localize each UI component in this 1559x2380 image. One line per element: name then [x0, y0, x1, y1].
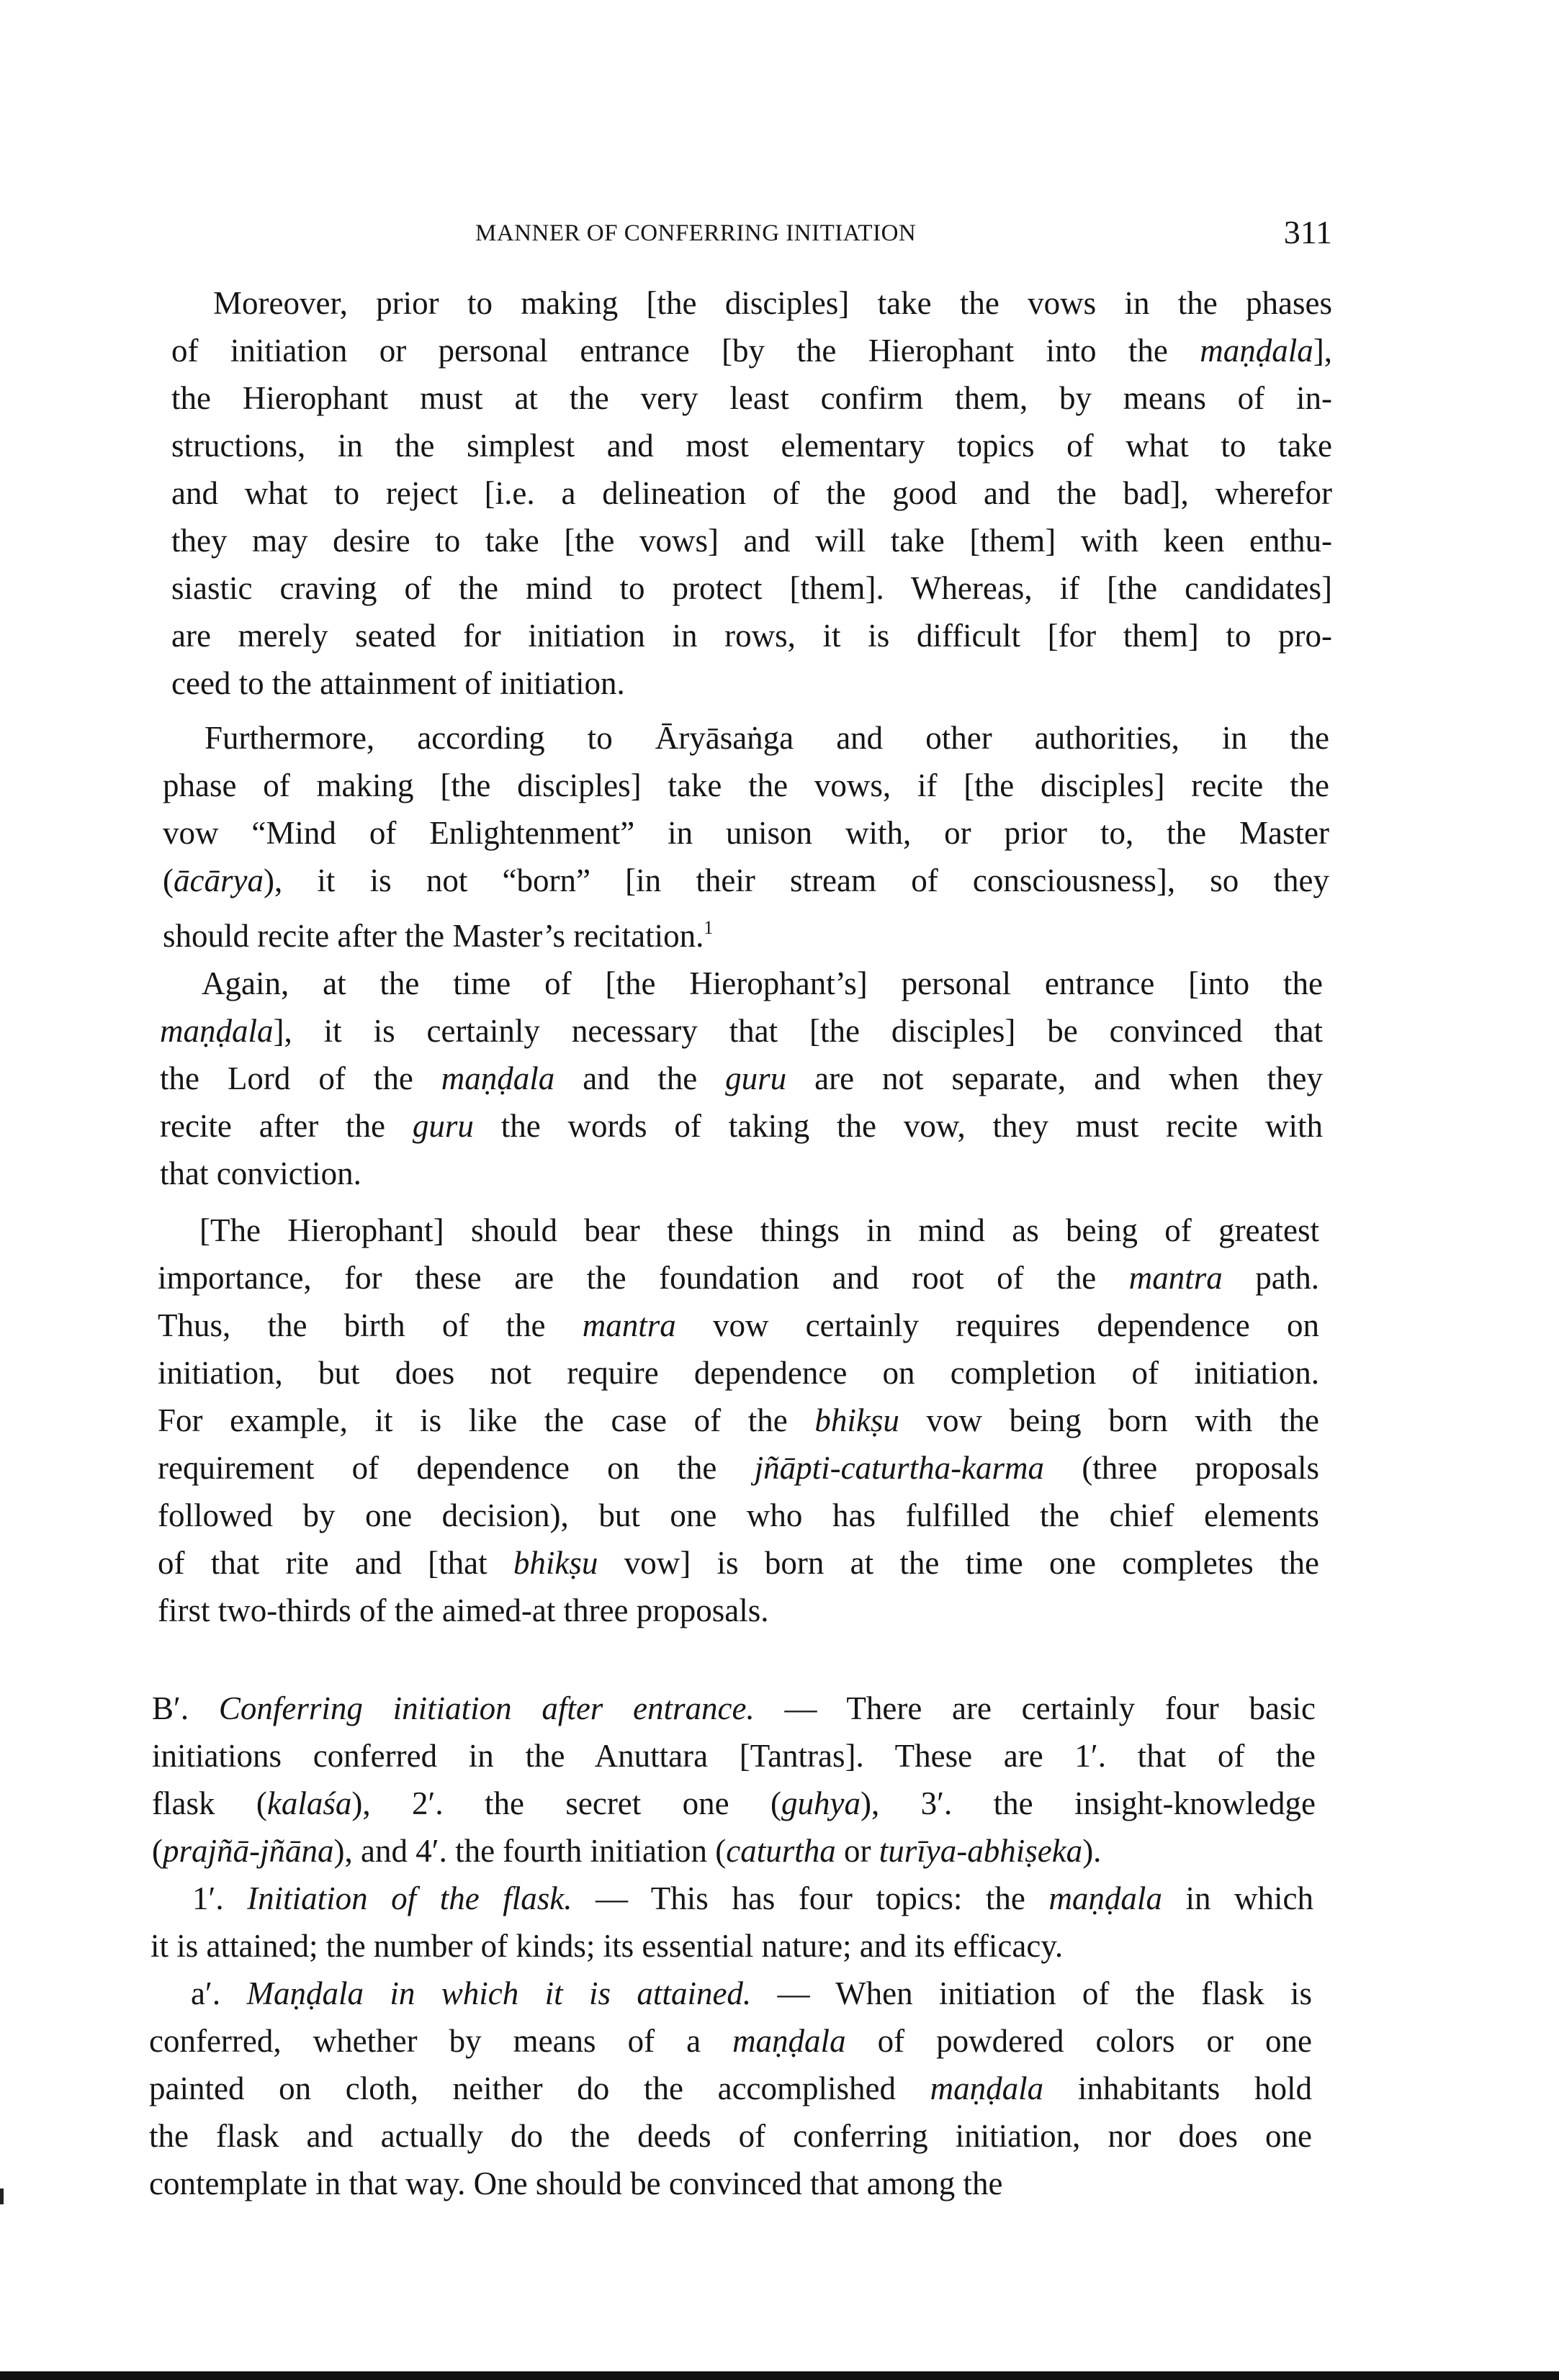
text-run: Again, at the time of [the Hierophant’s] personal entrance [into the: [202, 965, 1323, 1001]
text-run: path.: [1222, 1260, 1319, 1296]
text-run: first two-thirds of the aimed-at three proposals.: [158, 1592, 769, 1628]
italic-term: prajñā-jñāna: [163, 1833, 334, 1869]
text-line: [160, 1055, 1323, 1102]
text-run: — When initiation of the flask is: [751, 1975, 1312, 2011]
text-run: For example, it is like the case of the: [158, 1402, 815, 1438]
italic-term: ācārya: [174, 862, 264, 898]
text-line: [152, 1685, 1316, 1732]
italic-term: Maṇḍala in which it is attained.: [246, 1975, 752, 2011]
text-run: structions, in the simplest and most elementary topics of what to take: [171, 428, 1332, 464]
italic-term: bhikṣu: [513, 1545, 598, 1581]
text-line: [149, 2112, 1312, 2160]
text-run: the Hierophant must at the very least confirm them, by means of in-: [171, 380, 1332, 416]
text-run: ],: [1313, 333, 1332, 369]
paragraph: [160, 960, 1323, 1197]
page-number: 311: [1283, 214, 1332, 251]
text-line: [149, 2065, 1312, 2112]
text-line: [171, 279, 1332, 327]
scan-artifact: [0, 2189, 4, 2204]
text-run: in which: [1162, 1880, 1314, 1916]
text-run: requirement of dependence on the: [158, 1450, 755, 1486]
italic-term: mantra: [1128, 1260, 1223, 1296]
italic-term: kalaśa: [266, 1785, 352, 1821]
running-title: MANNER OF CONFERRING INITIATION: [475, 220, 917, 246]
text-line: [163, 857, 1329, 904]
text-run: 1′.: [192, 1880, 248, 1916]
text-line: [152, 1827, 1316, 1875]
text-run: the words of taking the vow, they must recite with: [473, 1108, 1324, 1144]
text-run: [The Hierophant] should bear these things in mind as being of greatest: [199, 1212, 1319, 1248]
text-line: [158, 1587, 1319, 1634]
italic-term: Conferring initiation after entrance.: [218, 1690, 755, 1726]
text-run: (: [163, 862, 174, 898]
text-run: vow] is born at the time one completes the: [598, 1545, 1319, 1581]
text-line: [150, 1875, 1313, 1922]
text-line: [158, 1444, 1319, 1492]
footnote-marker: 1: [704, 917, 714, 938]
italic-term: guru: [725, 1060, 787, 1096]
italic-term: guhya: [781, 1785, 861, 1821]
text-run: vow certainly requires dependence on: [675, 1307, 1319, 1343]
text-line: [149, 2017, 1312, 2065]
page-body: [0, 279, 1559, 2207]
text-line: [158, 1302, 1319, 1349]
text-run: — This has four topics: the: [572, 1880, 1049, 1916]
text-run: initiations conferred in the Anuttara [Tantras]. These are 1′. that of the: [152, 1738, 1316, 1774]
text-line: [160, 960, 1323, 1007]
scan-bottom-edge: [0, 2371, 1559, 2380]
italic-term: maṇḍala: [1048, 1880, 1162, 1916]
text-run: followed by one decision), but one who has fulfilled the chief elements: [158, 1497, 1319, 1533]
text-line: [171, 517, 1332, 564]
text-run: and the: [554, 1060, 726, 1096]
text-line: [158, 1254, 1319, 1302]
text-run: ], it is certainly necessary that [the disciples] be convinced that: [273, 1013, 1323, 1049]
text-run: a′.: [191, 1975, 247, 2011]
italic-term: maṇḍala: [441, 1060, 555, 1096]
paragraph: [152, 1685, 1316, 1875]
text-line: [150, 1922, 1313, 1970]
text-run: B′.: [152, 1690, 219, 1726]
italic-term: maṇḍala: [160, 1013, 274, 1049]
italic-term: maṇḍala: [732, 2023, 846, 2059]
text-line: [171, 469, 1332, 517]
paragraph: [163, 714, 1329, 952]
text-run: ), 2′. the secret one (: [351, 1785, 782, 1821]
text-run: of initiation or personal entrance [by the Hierophant into the: [171, 333, 1200, 369]
text-run: inhabitants hold: [1043, 2070, 1312, 2106]
text-run: ), it is not “born” [in their stream of consciousness], so they: [263, 862, 1329, 898]
text-line: [158, 1539, 1319, 1587]
italic-term: turīya-abhiṣeka: [879, 1833, 1083, 1869]
paragraph: [149, 1970, 1312, 2207]
text-line: [163, 762, 1329, 809]
text-run: ), 3′. the insight-knowledge: [861, 1785, 1316, 1821]
text-run: ), and 4′. the fourth initiation (: [333, 1833, 727, 1869]
text-run: phase of making [the disciples] take the vows, if [the disciples] recite the: [163, 767, 1329, 803]
text-line: [160, 1007, 1323, 1055]
italic-term: guru: [412, 1108, 474, 1144]
text-line: [171, 612, 1332, 659]
text-run: they may desire to take [the vows] and will take [them] with keen enthu-: [171, 523, 1332, 559]
text-run: recite after the: [160, 1108, 413, 1144]
text-run: of powdered colors or one: [845, 2023, 1312, 2059]
text-line: [160, 1150, 1323, 1197]
text-run: or: [835, 1833, 879, 1869]
text-line: [171, 374, 1332, 422]
text-run: should recite after the Master’s recitation.: [163, 918, 704, 954]
text-run: importance, for these are the foundation and root of the: [158, 1260, 1129, 1296]
text-run: siastic craving of the mind to protect [them]. Whereas, if [the candidates]: [171, 570, 1332, 606]
italic-term: caturtha: [726, 1833, 836, 1869]
text-run: contemplate in that way. One should be convinced that among the: [149, 2165, 1003, 2201]
running-header: [461, 213, 1332, 256]
italic-term: Initiation of the flask.: [247, 1880, 572, 1916]
text-line: [163, 714, 1329, 762]
text-run: Moreover, prior to making [the disciples] take the vows in the phases: [213, 285, 1332, 321]
text-run: vow being born with the: [899, 1402, 1319, 1438]
text-run: of that rite and [that: [158, 1545, 513, 1581]
text-run: — There are certainly four basic: [754, 1690, 1316, 1726]
text-line: [158, 1207, 1319, 1254]
text-run: (: [152, 1833, 163, 1869]
text-line: [171, 422, 1332, 469]
text-run: flask (: [152, 1785, 267, 1821]
text-line: [163, 904, 1329, 952]
italic-term: jñāpti-caturtha-karma: [754, 1450, 1045, 1486]
text-line: [152, 1732, 1316, 1780]
text-run: it is attained; the number of kinds; its essential nature; and its efficacy.: [150, 1928, 1064, 1964]
text-line: [149, 2160, 1312, 2207]
text-run: that conviction.: [160, 1155, 361, 1191]
text-line: [158, 1349, 1319, 1397]
text-line: [160, 1102, 1323, 1150]
text-run: are not separate, and when they: [786, 1060, 1323, 1096]
italic-term: maṇḍala: [930, 2070, 1044, 2106]
text-line: [149, 1970, 1312, 2017]
text-line: [152, 1780, 1316, 1827]
text-run: and what to reject [i.e. a delineation of the good and the bad], wherefor: [171, 475, 1332, 511]
text-line: [158, 1492, 1319, 1539]
text-run: Furthermore, according to Āryāsaṅga and other authorities, in the: [205, 720, 1329, 756]
text-run: conferred, whether by means of a: [149, 2023, 733, 2059]
paragraph: [158, 1207, 1319, 1634]
text-run: initiation, but does not require dependence on completion of initiation.: [158, 1355, 1319, 1391]
italic-term: bhikṣu: [814, 1402, 899, 1438]
text-run: ).: [1082, 1833, 1102, 1869]
text-line: [158, 1397, 1319, 1444]
text-run: Thus, the birth of the: [158, 1307, 583, 1343]
text-run: are merely seated for initiation in rows, it is difficult [for them] to pro-: [171, 618, 1332, 654]
text-line: [171, 564, 1332, 612]
italic-term: mantra: [582, 1307, 676, 1343]
text-line: [163, 809, 1329, 857]
text-run: ceed to the attainment of initiation.: [171, 665, 625, 701]
text-line: [171, 327, 1332, 374]
text-line: [171, 659, 1332, 707]
text-run: vow “Mind of Enlightenment” in unison with, or prior to, the Master: [163, 815, 1329, 851]
text-run: painted on cloth, neither do the accomplished: [149, 2070, 930, 2106]
paragraph: [150, 1875, 1313, 1970]
text-run: the Lord of the: [160, 1060, 441, 1096]
paragraph: [171, 279, 1332, 707]
text-run: (three proposals: [1044, 1450, 1319, 1486]
text-run: the flask and actually do the deeds of conferring initiation, nor does one: [149, 2118, 1312, 2154]
italic-term: maṇḍala: [1200, 333, 1313, 369]
